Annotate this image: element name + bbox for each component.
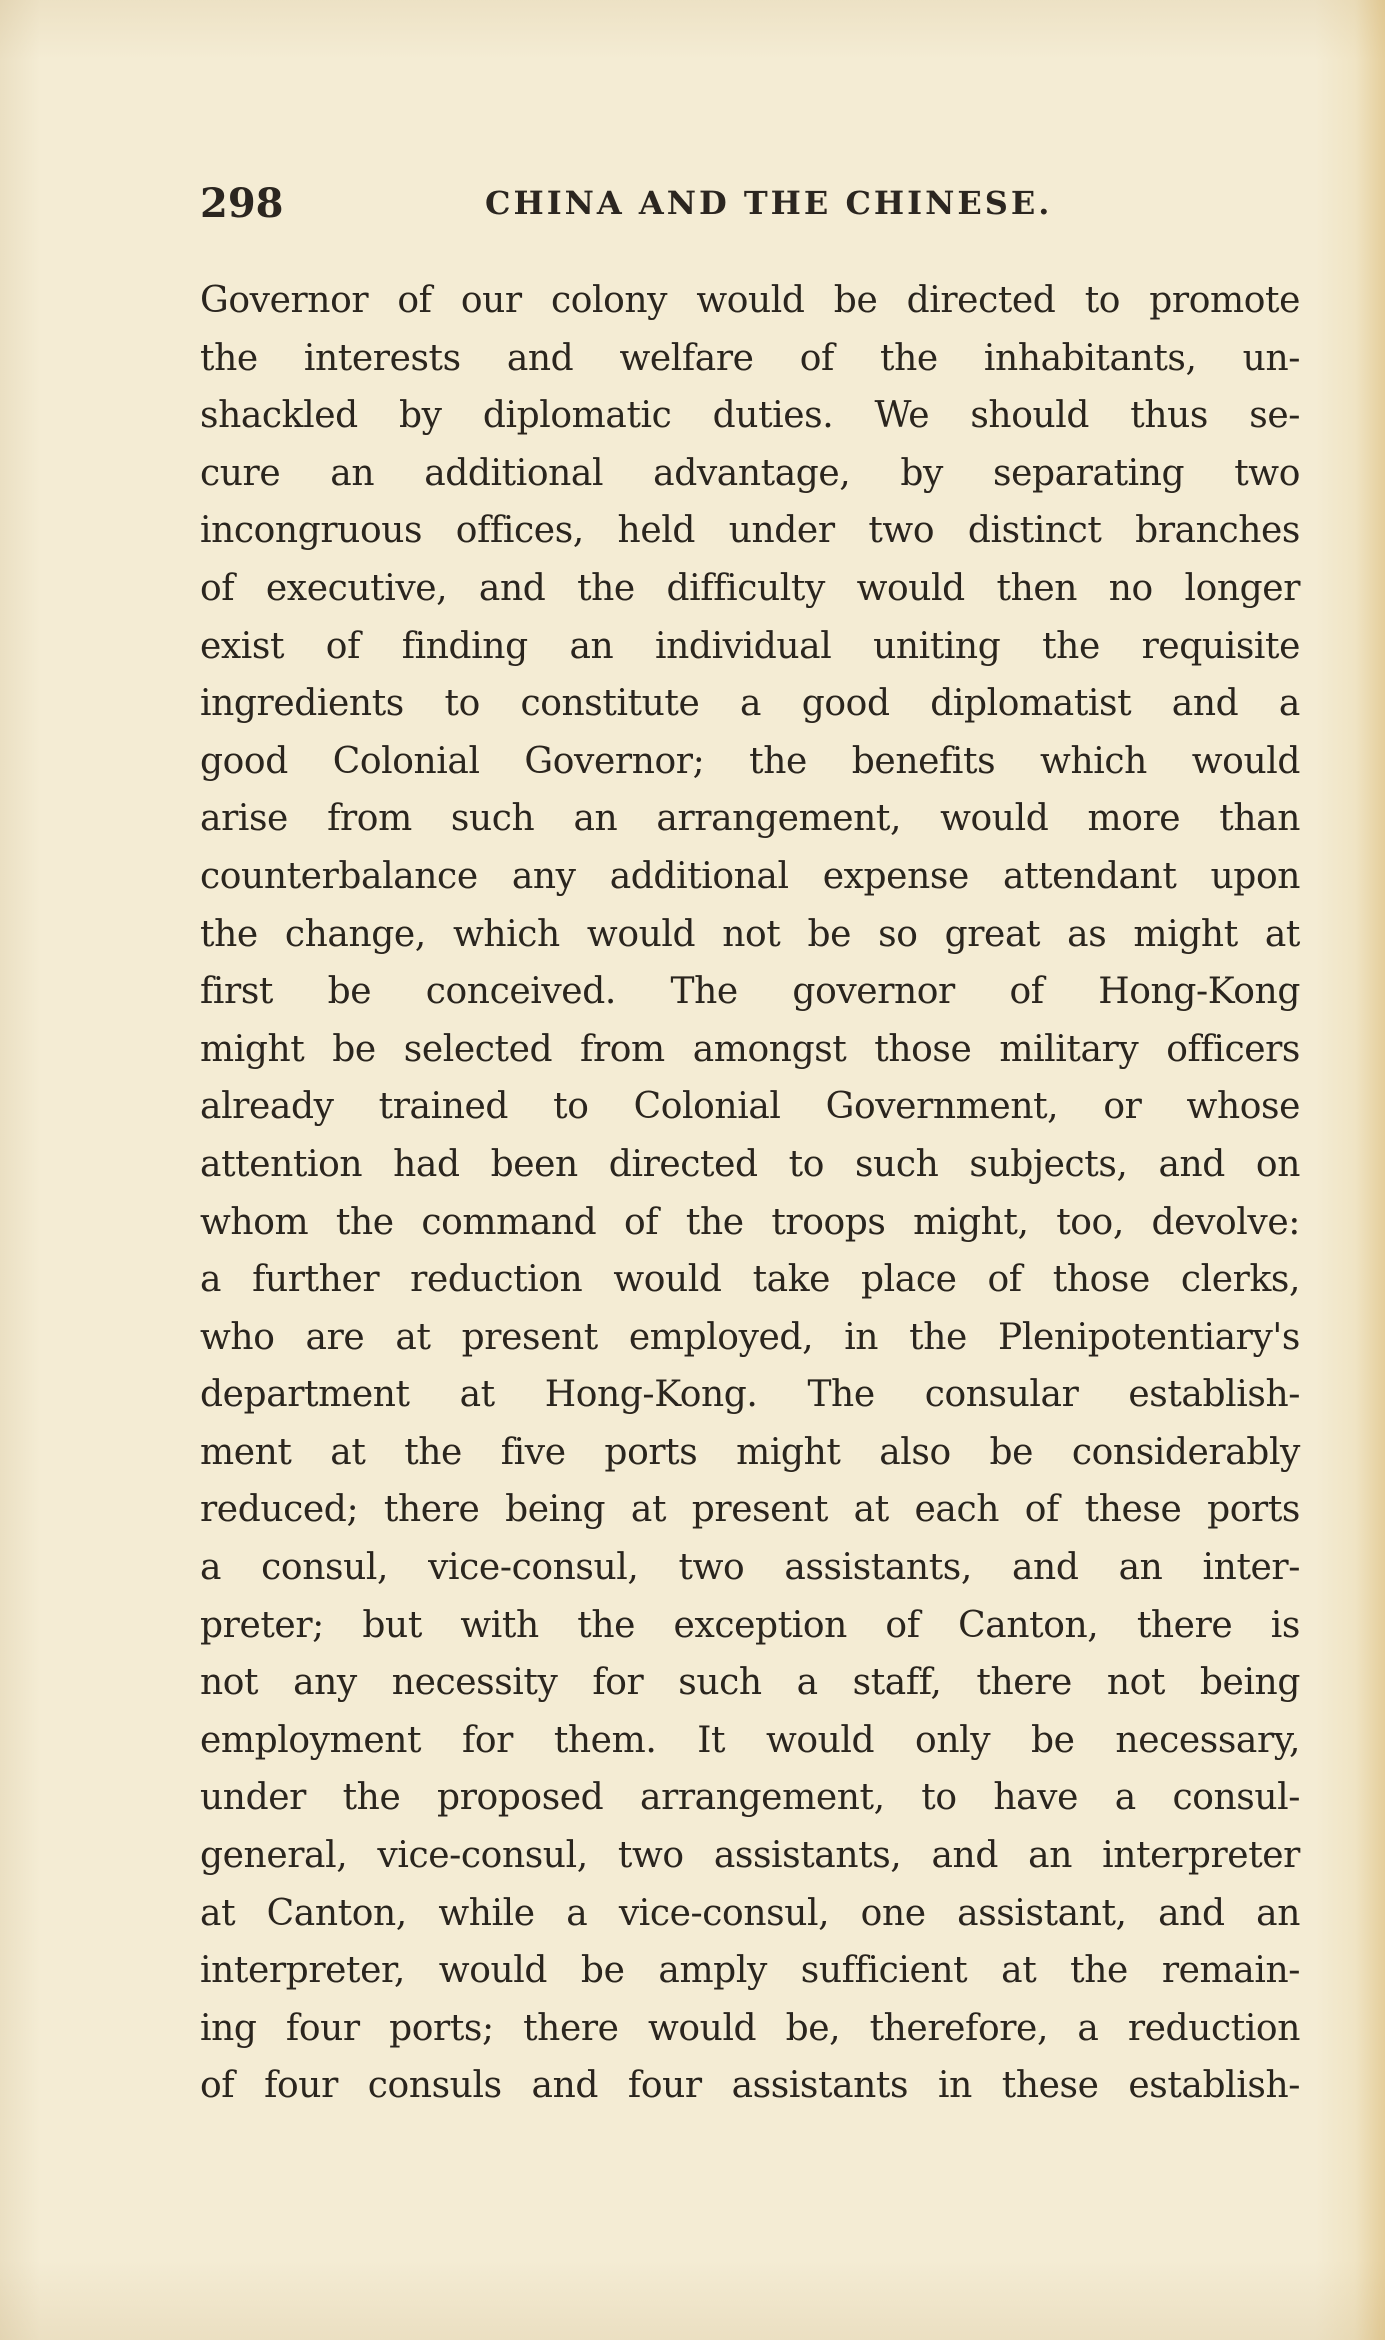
text-line: Governor of our colony would be directed to promote <box>200 280 1300 321</box>
text-line: cure an additional advantage, by separating two <box>200 452 1300 494</box>
text-line: arise from such an arrangement, would more than <box>200 798 1300 840</box>
text-line: incongruous offices, held under two distinct branches <box>200 510 1300 552</box>
text-line: a consul, vice-consul, two assistants, and an inter- <box>200 1547 1300 1589</box>
text-line: employment for them. It would only be necessary, <box>200 1719 1300 1761</box>
text-line: ment at the five ports might also be considerably <box>200 1431 1300 1473</box>
text-line: interpreter, would be amply sufficient at the remain- <box>200 1950 1300 1992</box>
text-line: of executive, and the difficulty would then no longer <box>200 567 1300 609</box>
text-line: attention had been directed to such subjects, and on <box>200 1143 1300 1185</box>
text-line: preter; but with the exception of Canton, there is <box>200 1604 1300 1646</box>
text-line: the change, which would not be so great as might at <box>200 913 1300 955</box>
page-header <box>200 180 1300 230</box>
text-line: under the proposed arrangement, to have a consul- <box>200 1777 1300 1819</box>
text-line: a further reduction would take place of those clerks, <box>200 1259 1300 1301</box>
text-line: exist of finding an individual uniting the requisite <box>200 625 1300 667</box>
text-line: whom the command of the troops might, too, devolve: <box>200 1201 1300 1243</box>
text-line: general, vice-consul, two assistants, and an interpreter <box>200 1835 1300 1877</box>
text-line: reduced; there being at present at each of these ports <box>200 1489 1300 1531</box>
text-line: not any necessity for such a staff, there not being <box>200 1662 1300 1704</box>
text-line: counterbalance any additional expense attendant upon <box>200 855 1300 897</box>
body-text <box>200 272 1300 2115</box>
text-line: department at Hong-Kong. The consular establish- <box>200 1374 1300 1416</box>
text-line: who are at present employed, in the Plenipotentiary's <box>200 1316 1300 1358</box>
text-line: of four consuls and four assistants in these establish- <box>200 2065 1300 2107</box>
text-line: ing four ports; there would be, therefore, a reduction <box>200 2007 1300 2049</box>
text-line: might be selected from amongst those military officers <box>200 1028 1300 1070</box>
text-line: first be conceived. The governor of Hong-Kong <box>200 971 1300 1013</box>
page-number: 298 <box>200 180 284 227</box>
text-line: ingredients to constitute a good diplomatist and a <box>200 683 1300 725</box>
text-line: the interests and welfare of the inhabitants, un- <box>200 337 1300 379</box>
text-line: good Colonial Governor; the benefits which would <box>200 740 1300 782</box>
text-line: at Canton, while a vice-consul, one assistant, and an <box>200 1892 1300 1934</box>
text-line: already trained to Colonial Government, or whose <box>200 1086 1300 1128</box>
text-line: shackled by diplomatic duties. We should thus se- <box>200 395 1300 437</box>
running-head: CHINA AND THE CHINESE. <box>485 184 1053 222</box>
